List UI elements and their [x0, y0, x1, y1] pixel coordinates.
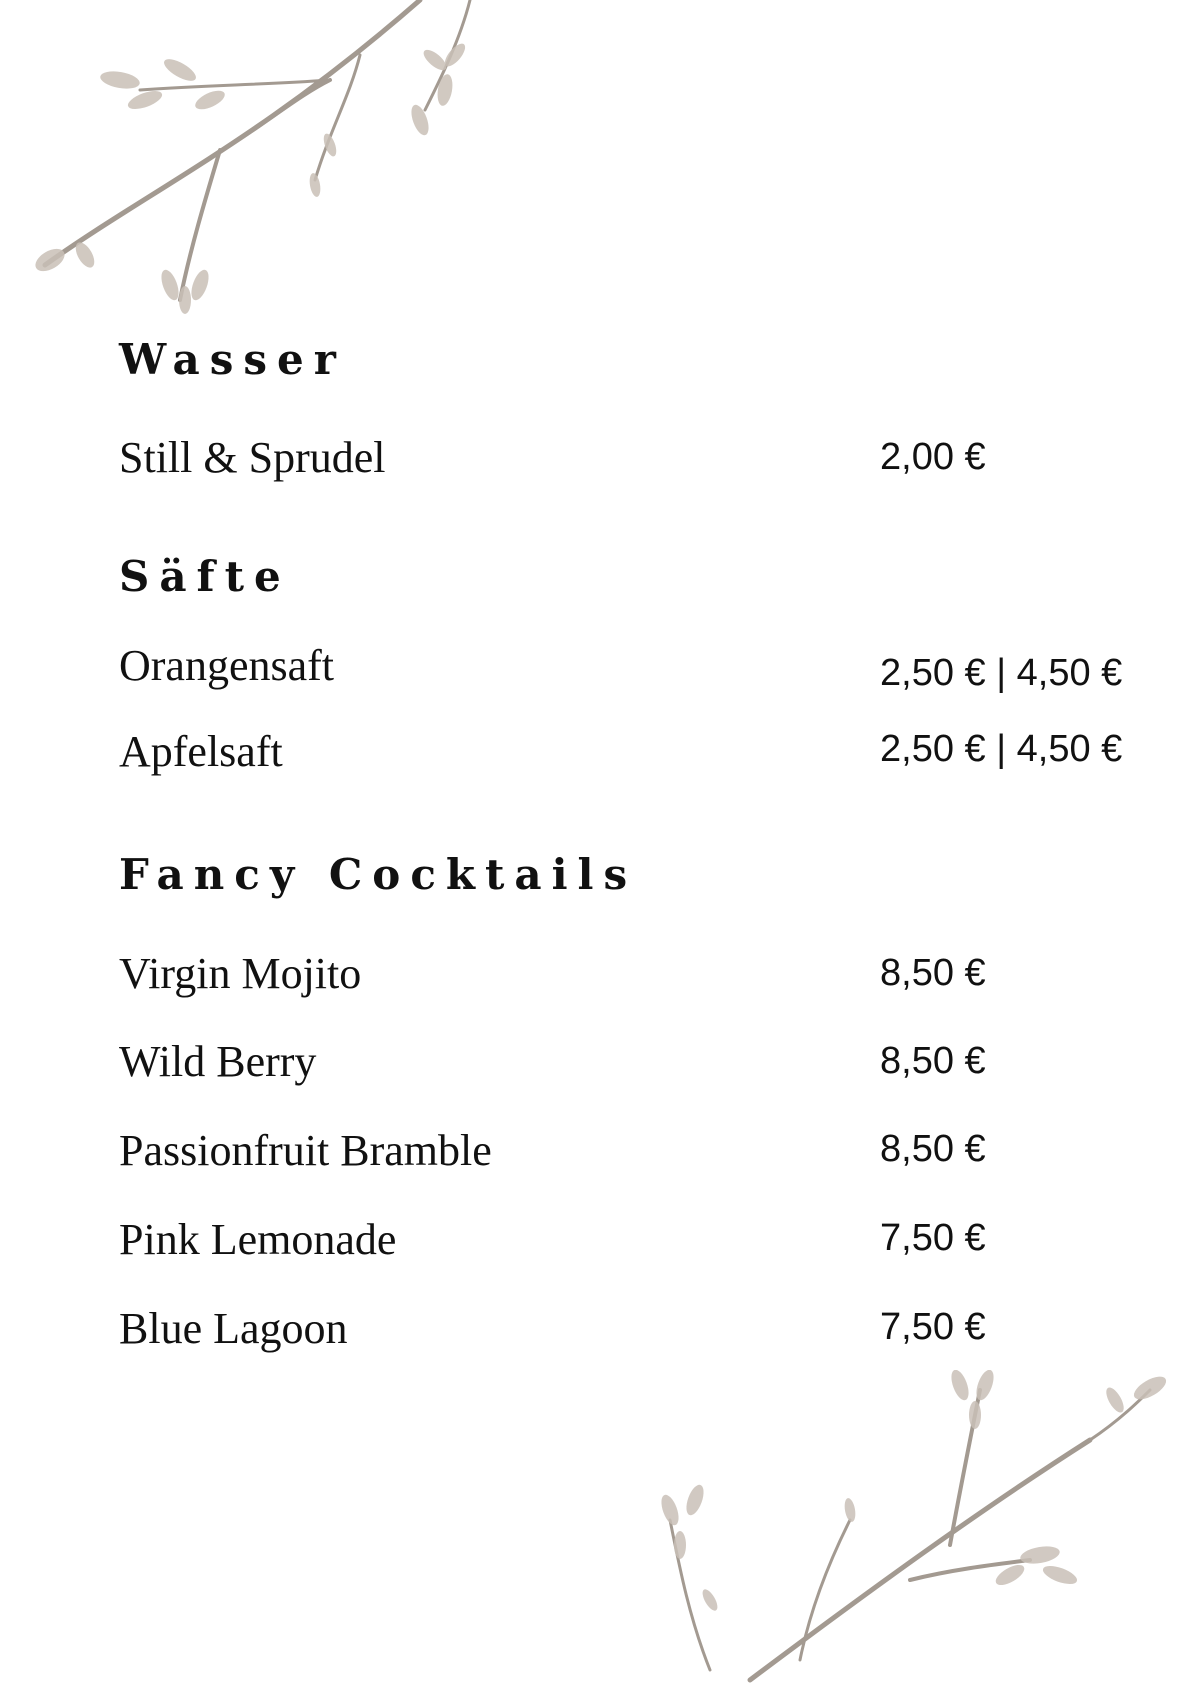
item-name: Apfelsaft: [119, 727, 283, 776]
item-name: Pink Lemonade: [119, 1215, 397, 1264]
item-name: Blue Lagoon: [119, 1304, 348, 1353]
item-name: Passionfruit Bramble: [119, 1126, 492, 1175]
section-title-fancy-cocktails: Fancy Cocktails: [119, 850, 638, 899]
item-name: Wild Berry: [119, 1037, 317, 1086]
item-name: Orangensaft: [119, 641, 335, 690]
item-price: 2,50 € | 4,50 €: [880, 652, 1123, 694]
item-name: Virgin Mojito: [119, 949, 362, 998]
item-name: Still & Sprudel: [119, 433, 386, 482]
item-price: 7,50 €: [880, 1306, 986, 1348]
section-title-saefte: Säfte: [119, 552, 291, 601]
item-price: 8,50 €: [880, 1040, 986, 1082]
item-price: 2,50 € | 4,50 €: [880, 728, 1123, 770]
section-title-wasser: Wasser: [119, 335, 346, 384]
item-price: 8,50 €: [880, 952, 986, 994]
branch-bottom-icon: [650, 1370, 1170, 1684]
item-price: 7,50 €: [880, 1217, 986, 1259]
item-price: 2,00 €: [880, 436, 986, 478]
branch-top-icon: [30, 0, 480, 320]
item-price: 8,50 €: [880, 1128, 986, 1170]
